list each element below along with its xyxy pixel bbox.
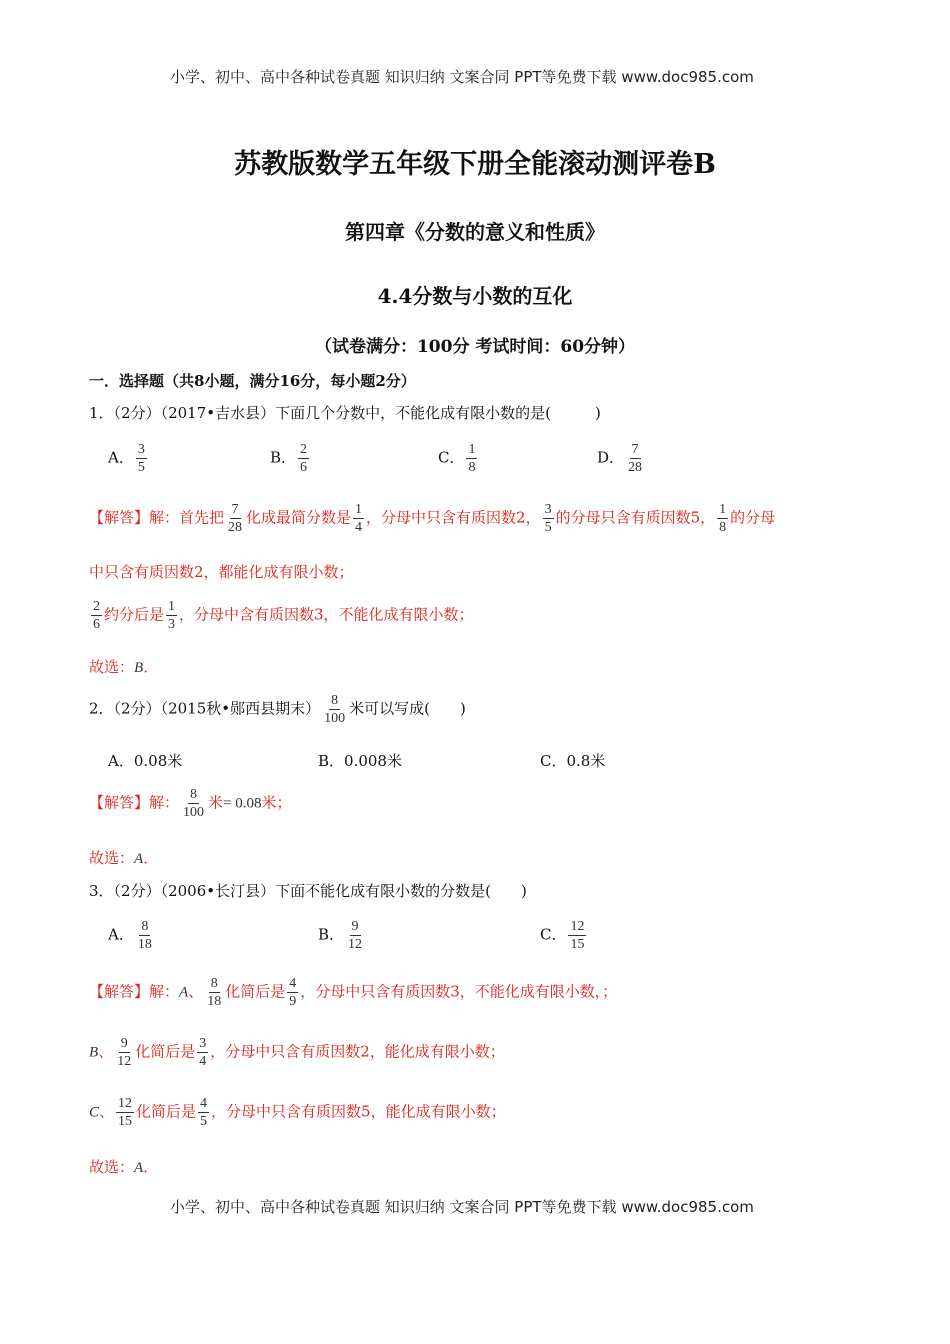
- question-3-stem: 3．（2分）（2006•长汀县）下面不能化成有限小数的分数是( ): [89, 882, 527, 900]
- fraction: $\frac{1}{8}$: [719, 502, 727, 535]
- q2-option-c[interactable]: C．0.8米: [540, 752, 606, 770]
- fraction: $\frac{12}{15}$: [570, 919, 585, 952]
- q1-answer-line-1: 【解答】解：首先把 $\frac{7}{28}$ 化成最简分数是 $\frac{1}{4}$ ，分母中只含有质因数2， $\frac{3}{5}$ 的分母只含有质因数5， $\frac{1}{8}$ 的分母: [89, 502, 776, 535]
- fraction: $\frac{4}{9}$: [289, 976, 297, 1009]
- fraction: $\frac{3}{5}$: [137, 442, 145, 475]
- page-footer: 小学、初中、高中各种试卷真题 知识归纳 文案合同 PPT等免费下载 www.doc985.com: [170, 1198, 754, 1216]
- fraction: $\frac{8}{100}$: [324, 693, 346, 726]
- fraction: $\frac{4}{5}$: [200, 1096, 208, 1129]
- q3-answer-b: B、 $\frac{9}{12}$ 化简后是 $\frac{3}{4}$ ，分母中只含有质因数2，能化成有限小数；: [89, 1036, 505, 1069]
- q3-choice: 故选：A．: [89, 1158, 159, 1176]
- chapter-title: 第四章《分数的意义和性质》: [345, 220, 605, 244]
- fraction: $\frac{8}{18}$: [207, 976, 222, 1009]
- fraction: $\frac{8}{100}$: [183, 787, 205, 820]
- q1-stem-text: 1．（2分）（2017•吉水县）下面几个分数中，不能化成有限小数的是(: [89, 404, 551, 422]
- q1-choice: 故选：B．: [89, 658, 159, 676]
- q1-option-b[interactable]: B． $\frac{2}{6}$: [270, 442, 308, 475]
- q2-option-b[interactable]: B．0.008米: [318, 752, 402, 770]
- fraction: $\frac{9}{12}$: [348, 919, 363, 952]
- q3-answer-c: C、 $\frac{12}{15}$ 化简后是 $\frac{4}{5}$ ，分母中只含有质因数5，能化成有限小数；: [89, 1096, 506, 1129]
- section-heading: 一．选择题（共8小题，满分16分，每小题2分）: [89, 372, 416, 390]
- q3-option-a[interactable]: A． $\frac{8}{18}$: [108, 919, 152, 952]
- q2-choice: 故选：A．: [89, 849, 159, 867]
- fraction: $\frac{8}{18}$: [137, 919, 152, 952]
- fraction: $\frac{1}{8}$: [468, 442, 476, 475]
- q1-answer-line-3: $\frac{2}{6}$ 约分后是 $\frac{1}{3}$ ，分母中含有质因数3，不能化成有限小数；: [93, 599, 474, 632]
- fraction: $\frac{1}{4}$: [355, 502, 363, 535]
- q1-option-a[interactable]: A． $\frac{3}{5}$: [108, 442, 145, 475]
- q1-answer-line-2: 中只含有质因数2，都能化成有限小数；: [89, 563, 354, 581]
- exam-title: 苏教版数学五年级下册全能滚动测评卷B: [234, 149, 716, 180]
- fraction: $\frac{7}{28}$: [628, 442, 643, 475]
- fraction: $\frac{2}{6}$: [93, 599, 100, 632]
- q1-option-d[interactable]: D． $\frac{7}{28}$: [597, 442, 643, 475]
- fraction: $\frac{3}{5}$: [544, 502, 552, 535]
- fraction: $\frac{2}{6}$: [300, 442, 308, 475]
- question-1-stem: [89, 402, 601, 423]
- q3-option-c[interactable]: C． $\frac{12}{15}$: [540, 919, 585, 952]
- fraction: $\frac{12}{15}$: [118, 1096, 133, 1129]
- page-header: 小学、初中、高中各种试卷真题 知识归纳 文案合同 PPT等免费下载 www.doc985.com: [170, 68, 754, 86]
- q2-answer: 【解答】解： $\frac{8}{100}$ 米= 0.08米；: [89, 787, 292, 820]
- lesson-title: 4.4分数与小数的互化: [377, 284, 573, 308]
- fraction: $\frac{1}{3}$: [168, 599, 176, 632]
- q1-close: ): [594, 404, 601, 422]
- fraction: $\frac{9}{12}$: [117, 1036, 132, 1069]
- question-2-stem: 2．（2分）（2015秋•郧西县期末） $\frac{8}{100}$ 米可以写成( ): [89, 693, 466, 726]
- fraction: $\frac{3}{4}$: [199, 1036, 207, 1069]
- q1-option-c[interactable]: C． $\frac{1}{8}$: [438, 442, 476, 475]
- q3-answer-a: 【解答】解：A、 $\frac{8}{18}$ 化简后是 $\frac{4}{9}$ ，分母中只含有质因数3，不能化成有限小数，；: [89, 976, 618, 1009]
- exam-info: （试卷满分：100分 考试时间：60分钟）: [314, 337, 636, 357]
- fraction: $\frac{7}{28}$: [228, 502, 243, 535]
- q3-option-b[interactable]: B． $\frac{9}{12}$: [318, 919, 363, 952]
- q2-option-a[interactable]: A．0.08米: [108, 752, 183, 770]
